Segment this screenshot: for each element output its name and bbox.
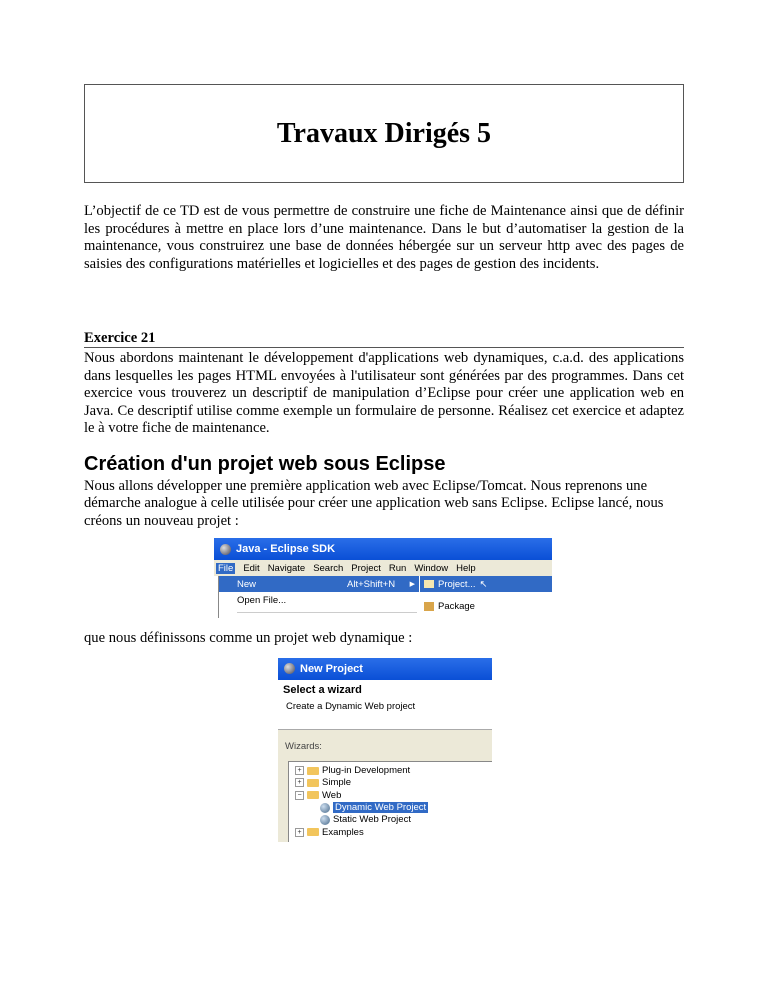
window-titlebar xyxy=(214,538,552,560)
web-project-icon xyxy=(320,803,330,813)
expand-icon[interactable]: + xyxy=(295,828,304,837)
eclipse-menu-screenshot xyxy=(214,538,552,618)
wizard-header xyxy=(278,680,492,730)
title-box xyxy=(84,84,684,183)
package-icon xyxy=(424,602,434,611)
new-submenu xyxy=(420,576,552,618)
exercise-heading: Exercice 21 xyxy=(84,329,684,348)
page-title: Travaux Dirigés 5 xyxy=(276,117,492,149)
file-dropdown xyxy=(218,576,419,618)
wizard-description: Create a Dynamic Web project xyxy=(286,700,416,712)
submenu-label: Package xyxy=(438,600,475,612)
section-paragraph: Nous allons développer une première application web avec Eclipse/Tomcat. Nous reprenons une démarche analogue à celle utilisée pour créer une application web sans Eclipse. Eclipse lancé, nous créons un nouveau projet : xyxy=(84,477,664,529)
submenu-item-package[interactable] xyxy=(420,598,552,614)
tree-node-examples[interactable] xyxy=(295,826,492,838)
folder-open-icon xyxy=(307,791,319,799)
menu-separator xyxy=(237,612,417,613)
menu-bar xyxy=(214,560,552,576)
shortcut-label: Alt+Shift+N xyxy=(347,578,396,590)
menu-item-label: New xyxy=(237,578,257,590)
menu-file[interactable]: File xyxy=(218,562,234,574)
submenu-arrow-icon: ▶ xyxy=(409,581,415,588)
menu-help[interactable]: Help xyxy=(456,562,476,574)
folder-icon xyxy=(307,828,319,836)
tree-node-plugin[interactable] xyxy=(295,765,492,777)
window-titlebar xyxy=(278,658,492,680)
node-label: Static Web Project xyxy=(333,814,411,826)
tree-node-dynamic-web-project[interactable] xyxy=(295,801,492,813)
caption-paragraph: que nous définissons comme un projet web dynamique : xyxy=(84,630,413,646)
menu-navigate[interactable]: Navigate xyxy=(267,562,306,574)
node-label: Web xyxy=(322,789,342,801)
exercise-paragraph: Nous abordons maintenant le développement d'applications web dynamiques, c.a.d. des applications dans lesquelles les pages HTML envoyées à l'utilisateur sont générées par des programmes. Dans cet exercice vous trouverez un descriptif de manipulation d’Eclipse pour créer une application web en Java. Ce descriptif utilise comme exemple un formulaire de personne. Réalisez cet exercice et adaptez le à votre fiche de maintenance. xyxy=(84,350,684,436)
menu-item-new[interactable] xyxy=(219,576,419,592)
node-label: Simple xyxy=(322,777,352,789)
menu-project[interactable]: Project xyxy=(351,562,381,574)
document-body xyxy=(84,84,684,842)
node-label: Examples xyxy=(322,826,364,838)
folder-icon xyxy=(307,767,319,775)
window-title: Java - Eclipse SDK xyxy=(236,543,336,555)
menu-run[interactable]: Run xyxy=(388,562,407,574)
tree-node-static-web-project[interactable] xyxy=(295,814,492,826)
submenu-label: Project... xyxy=(438,578,476,590)
eclipse-icon xyxy=(284,663,295,674)
menu-window[interactable]: Window xyxy=(414,562,449,574)
node-label: Dynamic Web Project xyxy=(335,802,427,814)
collapse-icon[interactable]: − xyxy=(295,791,304,800)
node-label: Plug-in Development xyxy=(322,765,411,777)
project-icon xyxy=(424,580,434,588)
wizard-tree xyxy=(288,761,492,842)
section-heading: Création d'un projet web sous Eclipse xyxy=(84,452,446,475)
menu-search[interactable]: Search xyxy=(313,562,344,574)
wizards-label: Wizards: xyxy=(285,740,322,752)
intro-paragraph: L’objectif de ce TD est de vous permettre de construire une fiche de Maintenance ainsi que de définir les procédures à mettre en place lors d’une maintenance. Dans le but d’automatiser la gestion de la maintenance, vous construirez une base de données hébergée sur un serveur http avec des pages de saisies des configurations matérielles et logicielles et des pages de gestion des incidents. xyxy=(84,203,684,272)
web-project-icon xyxy=(320,815,330,825)
expand-icon[interactable]: + xyxy=(295,778,304,787)
cursor-icon: ↖ xyxy=(479,578,488,590)
new-project-screenshot xyxy=(278,658,492,842)
eclipse-icon xyxy=(220,544,231,555)
menu-edit[interactable]: Edit xyxy=(243,562,260,574)
window-title: New Project xyxy=(300,662,363,675)
folder-icon xyxy=(307,779,319,787)
submenu-item-project[interactable] xyxy=(420,576,552,592)
wizard-heading: Select a wizard xyxy=(283,683,362,696)
tree-node-simple[interactable] xyxy=(295,777,492,789)
menu-item-open-file[interactable]: Open File... xyxy=(237,594,287,606)
expand-icon[interactable]: + xyxy=(295,766,304,775)
tree-node-web[interactable] xyxy=(295,789,492,801)
